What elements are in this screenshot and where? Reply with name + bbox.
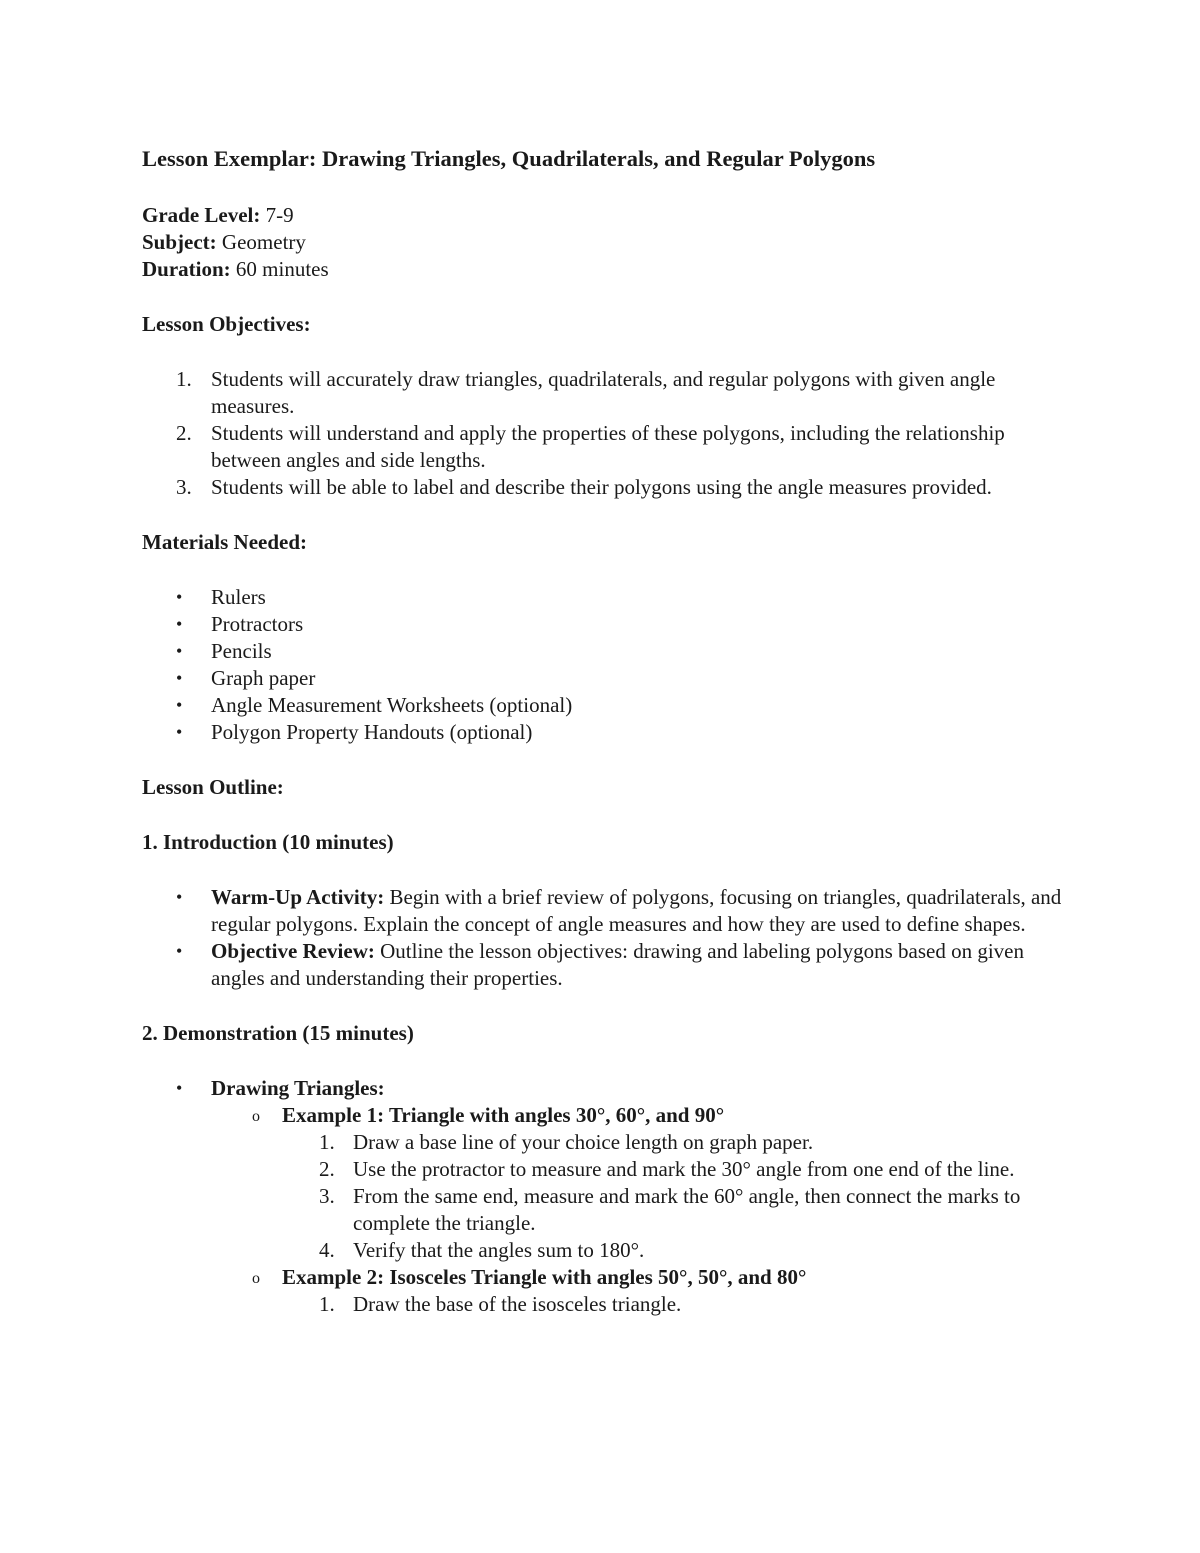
demonstration-list [142, 1075, 1072, 1318]
objectives-list [142, 366, 1072, 501]
material-text: Angle Measurement Worksheets (optional) [211, 693, 573, 717]
material-text: Polygon Property Handouts (optional) [211, 720, 533, 744]
step-text: Draw the base of the isosceles triangle. [353, 1292, 682, 1316]
material-item [142, 584, 1072, 611]
material-item [142, 638, 1072, 665]
subject-value: Geometry [216, 230, 306, 254]
grade-level-label: Grade Level: [142, 203, 261, 227]
item-text: Begin with a brief review of polygons, focusing on triangles, quadrilaterals, and regular polygons. Explain the concept of angle measures and how they are used to define shapes. [211, 885, 1062, 936]
subject-label: Subject: [142, 230, 217, 254]
bullet-icon: • [176, 641, 183, 661]
material-item [142, 692, 1072, 719]
duration-line [142, 256, 1072, 283]
objectives-heading: Lesson Objectives: [142, 312, 311, 336]
item-label: Objective Review: [211, 939, 375, 963]
list-number: 1. [319, 1130, 335, 1154]
item-text: Outline the lesson objectives: drawing and labeling polygons based on given angles and understanding their properties. [211, 939, 1024, 990]
bullet-icon: • [176, 587, 183, 607]
example-step [142, 1291, 1072, 1318]
item-label: Warm-Up Activity: [211, 885, 385, 909]
objective-text: Students will be able to label and describe their polygons using the angle measures provided. [211, 475, 992, 499]
example-step [142, 1129, 1072, 1156]
demonstration-item [142, 1075, 1072, 1102]
list-number: 1. [319, 1292, 335, 1316]
document-title: Lesson Exemplar: Drawing Triangles, Quadrilaterals, and Regular Polygons [142, 146, 876, 171]
objective-text: Students will accurately draw triangles, quadrilaterals, and regular polygons with given angle measures. [211, 367, 996, 418]
objective-item [142, 366, 1072, 420]
example-step [142, 1183, 1072, 1237]
introduction-item [142, 938, 1072, 992]
demonstration-heading: 2. Demonstration (15 minutes) [142, 1021, 414, 1045]
materials-heading: Materials Needed: [142, 530, 308, 554]
objective-text: Students will understand and apply the properties of these polygons, including the relationship between angles and side lengths. [211, 421, 1005, 472]
introduction-item [142, 884, 1072, 938]
material-item [142, 611, 1072, 638]
material-text: Rulers [211, 585, 266, 609]
objective-item [142, 474, 1072, 501]
material-text: Graph paper [211, 666, 316, 690]
subject-line [142, 229, 1072, 256]
grade-level-value: 7-9 [260, 203, 294, 227]
step-text: From the same end, measure and mark the 60° angle, then connect the marks to complete the triangle. [353, 1184, 1021, 1235]
materials-list [142, 584, 1072, 746]
material-item [142, 665, 1072, 692]
list-number: 3. [176, 475, 192, 499]
bullet-icon: • [176, 695, 183, 715]
list-number: 3. [319, 1184, 335, 1208]
example-step [142, 1156, 1072, 1183]
step-text: Verify that the angles sum to 180°. [353, 1238, 645, 1262]
step-text: Draw a base line of your choice length on graph paper. [353, 1130, 814, 1154]
example-2-title [142, 1264, 1072, 1291]
material-item [142, 719, 1072, 746]
drawing-triangles-label: Drawing Triangles: [211, 1076, 385, 1100]
introduction-list [142, 884, 1072, 992]
introduction-heading: 1. Introduction (10 minutes) [142, 830, 394, 854]
document-page [142, 144, 1072, 1318]
circle-bullet-icon: o [252, 1270, 260, 1287]
example-title-text: Example 2: Isosceles Triangle with angles 50°, 50°, and 80° [282, 1265, 807, 1289]
bullet-icon: • [176, 887, 183, 907]
bullet-icon: • [176, 941, 183, 961]
duration-label: Duration: [142, 257, 231, 281]
bullet-icon: • [176, 668, 183, 688]
list-number: 1. [176, 367, 192, 391]
bullet-icon: • [176, 1078, 183, 1098]
duration-value: 60 minutes [230, 257, 329, 281]
circle-bullet-icon: o [252, 1108, 260, 1125]
list-number: 2. [176, 421, 192, 445]
material-text: Protractors [211, 612, 304, 636]
objective-item [142, 420, 1072, 474]
example-title-text: Example 1: Triangle with angles 30°, 60°, and 90° [282, 1103, 725, 1127]
example-step [142, 1237, 1072, 1264]
example-1-title [142, 1102, 1072, 1129]
bullet-icon: • [176, 614, 183, 634]
bullet-icon: • [176, 722, 183, 742]
grade-level-line [142, 202, 1072, 229]
list-number: 4. [319, 1238, 335, 1262]
step-text: Use the protractor to measure and mark the 30° angle from one end of the line. [353, 1157, 1015, 1181]
material-text: Pencils [211, 639, 272, 663]
list-number: 2. [319, 1157, 335, 1181]
outline-heading: Lesson Outline: [142, 775, 284, 799]
